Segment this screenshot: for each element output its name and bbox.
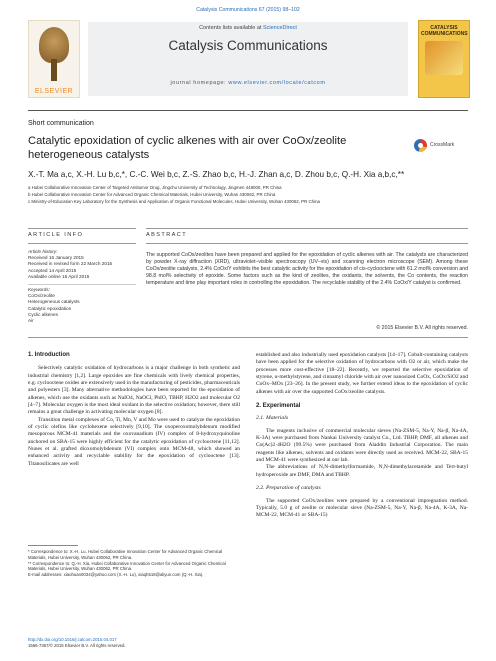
footnote-emails[interactable]: E-mail addresses: xiaohuan0034@yahoo.com (X.-H. Lu), xiaqh518@aliyun.com (Q.-H. Xia). bbox=[28, 572, 204, 578]
abstract-text: The supported CoOx/zeolites have been prepared and applied for the epoxidation of cyclic alkenes with air. The catalysts are characterized by powder X-ray diffraction (XRD), ultraviolet–visible spectroscopy (UV–vis) and scanning electron microscope (SEM). Among these CoOx/zeolite catalysts, 2.4% CoOx/Y exhibits the best catalytic activity for the epoxidation of cis-cyclooctene with 61.2 mol% conversion and 98.8 mol% selectivity of epoxide. Some factors such as the kind of zeolites, the oxidants, the solvents, the Co contents, the reaction temperature and time play important roles in controlling the epoxidation. The recyclable stability of the 2.4% CoOx/Y catalyst is confirmed. bbox=[146, 252, 468, 286]
header-divider bbox=[28, 110, 468, 111]
keyword: Heterogeneous catalysts bbox=[28, 299, 80, 305]
publisher-name: ELSEVIER bbox=[34, 88, 74, 95]
abstract-bottom-rule bbox=[28, 337, 468, 338]
homepage-link[interactable]: www.elsevier.com/locate/catcom bbox=[228, 80, 326, 86]
article-history bbox=[28, 249, 136, 280]
history-revised: Received in revised form 22 March 2015 bbox=[28, 261, 113, 267]
info-rule-3 bbox=[28, 284, 136, 285]
footnote: * Correspondence to: X.-H. Lu, Hubei Collaborative Innovation Center for Advanced Organic Chemical Materials, Hubei University, Wuhan 430062, PR China. bbox=[28, 549, 223, 560]
history-received: Received 16 January 2015 bbox=[28, 255, 84, 261]
crossmark-badge[interactable] bbox=[414, 139, 470, 155]
abstract-rule bbox=[146, 228, 468, 229]
subsection-heading: 2.1. Materials bbox=[256, 415, 289, 422]
crossmark-label: CrossMark bbox=[430, 142, 455, 148]
history-accepted: Accepted 14 April 2015 bbox=[28, 267, 77, 273]
abstract-rule-2 bbox=[146, 243, 468, 244]
keywords-block bbox=[28, 287, 136, 324]
history-online: Available online 16 April 2015 bbox=[28, 273, 90, 279]
paragraph: The supported CoOx/zeolites were prepared by a conventional impregnation method. Typically, 5.0 g of zeolite or molecular sieve (Na-ZSM-5, Na-Y, Na-β, Na-4A, K-3A, Na-MCM-22, MCM-41 or SBA-15) bbox=[256, 497, 468, 519]
affiliation-c: c Ministry-of-Education Key Laboratory for the Synthesis and Application of Organic Functional Molecules, Hubei University, Wuhan 430062, PR China bbox=[28, 199, 320, 204]
abstract-heading: ABSTRACT bbox=[146, 232, 188, 238]
left-column bbox=[28, 352, 240, 468]
contents-line: Contents lists available at ScienceDirect bbox=[199, 25, 297, 31]
section-heading: 1. Introduction bbox=[28, 352, 70, 358]
keywords-label: Keywords: bbox=[28, 287, 50, 292]
subsection-heading: 2.2. Preparation of catalysts bbox=[256, 485, 321, 492]
footnotes bbox=[28, 549, 240, 578]
journal-header bbox=[28, 20, 468, 108]
keyword: CoOx/zeolite bbox=[28, 293, 55, 299]
history-label: Article history: bbox=[28, 249, 58, 254]
doi-block bbox=[28, 637, 240, 649]
section-heading: 2. Experimental bbox=[256, 403, 301, 410]
paragraph: established and also industrially used epoxidation catalysts [14–17]. Cobalt-containing catalysts have been applied for the selective oxidation of hydrocarbons with O2 or air, which make the processes more cost-effective [18–22]. Recently, we reported the selective epoxidation of styrene, α-methylstyrene, and cinnamyl chloride with air over nanosized CoOx, CoOx/SiO2 and CoOx–MOx [23–26]. In the present study, we further extend ideas to the epoxidation of cyclic alkenes with air over the supported CoOx/zeolite catalysts. bbox=[256, 352, 468, 395]
article-info-heading: ARTICLE INFO bbox=[28, 232, 84, 238]
right-column bbox=[256, 352, 468, 520]
keyword: Cyclic alkenes bbox=[28, 311, 58, 317]
paragraph: Selectively catalytic oxidation of hydrocarbons is a major challenge in both synthetic and industrial chemistry [1,2]. Large epoxides are fine chemicals with lively chemical properties, e.g. cyclooctene oxides are extensively used in the manufacturing of pesticides, pharmaceuticals and polyesters [3]. Many alternative methodologies have been reported for the epoxidation of alkenes, which use the oxidants such as NaIO4, NaOCl, PhIO, TBHP, H2O2 and molecular O2 [4–7]. Molecular oxygen is the most ideal oxidant in the selective oxidation; however, there still remains a great challenge in activating molecular oxygen [8]. bbox=[28, 365, 240, 416]
elsevier-logo[interactable] bbox=[28, 20, 80, 98]
journal-name: Catalysis Communications bbox=[168, 38, 328, 53]
article-type: Short communication bbox=[28, 120, 94, 127]
paragraph: Transition metal complexes of Co, Ti, Mn, V and Mo were used to catalyze the epoxidation of cyclic olefins like cyclohexene selectively [9,10]. The oxoperoxomolybdenum modified mesoporous MCM-41 materials and the oxovanadium (IV) complex of 8-hydroxyquinoline anchored on SBA-15 were highly efficient for the catalytic epoxidation of cyclooctene [11,12]. Nunes et al. grafted dioxomolybdenum (VI) complex onto MCM-48, which showed an enhanced activity and recyclable stability for the epoxidation of cyclooctene [13]. Titanosilicates are well bbox=[28, 416, 240, 467]
paragraph: The abbreviations of N,N-dimethylformamide, N,N-dimethylacetamide and Tert-butyl hydroperoxide are DMF, DMA and TBHP. bbox=[256, 464, 468, 478]
info-rule-2 bbox=[28, 243, 136, 244]
abstract-copyright: © 2015 Elsevier B.V. All rights reserved. bbox=[376, 325, 468, 331]
journal-cover[interactable] bbox=[418, 20, 470, 98]
doi-link[interactable]: http://dx.doi.org/10.1016/j.catcom.2015.04.017 bbox=[28, 637, 117, 642]
issn-line: 1566-7367/© 2015 Elsevier B.V. All rights reserved. bbox=[28, 642, 126, 648]
footnote: ** Correspondence to: Q.-H. Xia, Hubei Collaborative Innovation Center for Advanced Organic Chemical Materials, Hubei University, Wuhan 430062, PR China. bbox=[28, 560, 226, 572]
journal-citation[interactable]: Catalysis Communications 67 (2015) 98–102 bbox=[196, 7, 300, 13]
trunk-icon bbox=[51, 59, 57, 81]
sciencedirect-link[interactable]: ScienceDirect bbox=[262, 25, 297, 31]
keyword: Catalytic epoxidation bbox=[28, 305, 72, 311]
journal-banner bbox=[88, 22, 408, 96]
affiliation-a: a Hubei Collaborative Innovation Center of Targeted Antitumor Drug, Jingchu University of Technology, Jingmen 448000, PR China bbox=[28, 185, 282, 190]
paragraph: The reagents inclusive of commercial molecular sieves (Na-ZSM-5, Na-Y, Na-β, Na-4A, K-3A) were purchased from Nankai University catalyst Co., Ltd. TBHP, DMF, all alkenes and Co(Ac)2·4H2O (99.5%) were purchased from Aladdin Industrial Corporation. The main reagents like alkenes, solvents and oxidants were directly used as received. MCM-22, SBA-15 and MCM-41 were synthesized at our lab. bbox=[256, 427, 468, 464]
cover-title: CATALYSIS COMMUNICATIONS bbox=[421, 25, 468, 37]
crossmark-icon bbox=[414, 139, 427, 152]
homepage-line: journal homepage: www.elsevier.com/locate/catcom bbox=[170, 80, 326, 86]
article-title: Catalytic epoxidation of cyclic alkenes with air over CoOx/zeolite heterogeneous catalysts bbox=[28, 135, 347, 161]
author-list: X.-T. Ma a,c, X.-H. Lu b,c,*, C.-C. Wei b,c, Z.-S. Zhao b,c, H.-J. Zhan a,c, D. Zhou b,c, Q.-H. Xia a,b,c,** bbox=[28, 170, 405, 179]
info-rule bbox=[28, 228, 136, 229]
tree-icon bbox=[39, 27, 69, 63]
keyword: Air bbox=[28, 318, 34, 324]
affiliation-b: b Hubei Collaborative Innovation Center for Advanced Organic Chemical Materials, Hubei University, Wuhan 430062, PR China bbox=[28, 192, 276, 197]
cover-image bbox=[425, 41, 463, 75]
footnote-rule bbox=[28, 545, 78, 546]
